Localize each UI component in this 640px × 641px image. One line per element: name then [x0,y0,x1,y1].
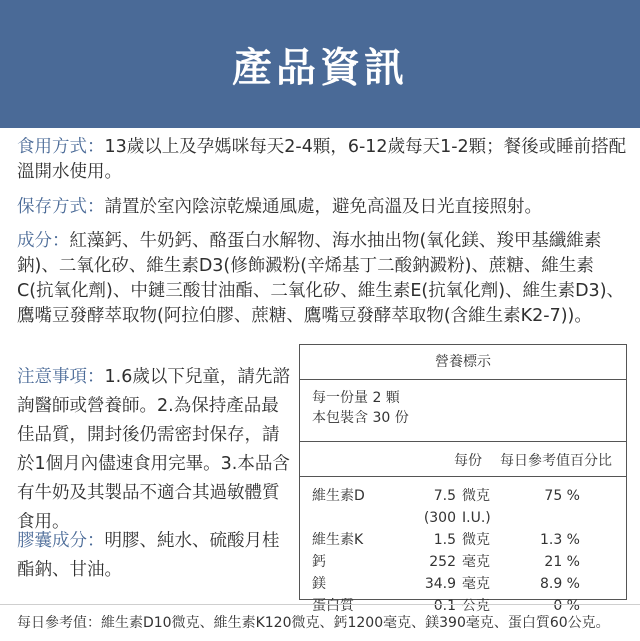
nutrient-name: 蛋白質 [312,598,354,614]
serving-size: 每一份量 2 顆 [312,390,400,406]
ingredients-label: 成分： [17,231,70,251]
nutrient-unit: 毫克 [462,554,490,570]
nutrient-name: 鎂 [312,576,326,592]
nutrient-amount: 7.5 [433,488,456,504]
nutrition-row [300,573,626,595]
storage-text: 請置於室內陰涼乾燥通風處，避免高溫及日光直接照射。 [104,197,542,217]
nutrition-column-headers [300,442,626,477]
page-title: 產品資訊 [232,44,408,91]
ingredients-text: 紅藻鈣、牛奶鈣、酪蛋白水解物、海水抽出物(氧化鎂、羧甲基纖維素鈉)、二氧化矽、維生素D3(修飾澱粉(辛烯基丁二酸鈉澱粉)、蔗糖、維生素C(抗氧化劑)、中鏈三酸甘油酯、二氧化矽、維生素E(抗氧化劑)、維生素D3)、鷹嘴豆發酵萃取物(阿拉伯膠、蔗糖、鷹嘴豆發酵萃取物(含維生素K2-7))。 [17,231,625,326]
nutrient-percent: 0 % [553,598,580,614]
nutrient-amount: 0.1 [433,598,456,614]
nutrient-amount: (300 [423,510,456,526]
nutrient-amount: 34.9 [424,576,456,592]
notes-text: 1.6歲以下兒童，請先諮詢醫師或營養師。2.為保持產品最佳品質，開封後仍需密封保存，請於1個月內儘速食用完畢。3.本品含有牛奶及其製品不適合其過敏體質食用。 [17,367,290,532]
nutrition-title: 營養標示 [300,345,626,380]
capsule-section [17,527,292,585]
nutrient-name: 維生素K [312,532,364,548]
col-per-serving: 每份 [454,453,482,469]
col-daily-value: 每日參考值百分比 [500,453,612,469]
servings-per-pack: 本包裝含 30 份 [312,410,409,426]
storage-section [17,195,629,220]
nutrient-name: 維生素D [312,488,365,504]
nutrition-row [300,507,626,529]
capsule-label: 膠囊成分： [17,531,105,551]
nutrient-amount: 1.5 [433,532,456,548]
nutrient-amount: 252 [429,554,456,570]
nutrient-percent: 75 % [544,488,580,504]
notes-section [17,363,292,537]
header-banner [0,0,640,128]
nutrient-unit: I.U.) [462,510,491,526]
nutrient-unit: 微克 [462,488,490,504]
ingredients-section [17,229,629,329]
usage-section [17,135,629,185]
usage-label: 食用方式： [17,137,105,157]
nutrient-percent: 1.3 % [539,532,580,548]
storage-label: 保存方式： [17,197,105,217]
nutrition-row [300,551,626,573]
nutrient-unit: 公克 [462,598,490,614]
nutrient-name: 鈣 [312,554,326,570]
notes-label: 注意事項： [17,367,105,387]
nutrient-percent: 8.9 % [539,576,580,592]
usage-text: 13歲以上及孕媽咪每天2-4顆，6-12歲每天1-2顆；餐後或睡前搭配溫開水使用。 [17,137,627,182]
daily-reference-footer: 每日參考值：維生素D10微克、維生素K120微克、鈣1200毫克、鎂390毫克、蛋白質60公克。 [0,604,640,640]
nutrition-facts-table [299,344,627,614]
nutrient-unit: 微克 [462,532,490,548]
capsule-text: 明膠、純水、硫酸月桂酯鈉、甘油。 [17,531,280,580]
nutrition-row [300,529,626,551]
nutrient-percent: 21 % [544,554,580,570]
serving-info [300,380,626,442]
nutrition-row [300,485,626,507]
nutrient-unit: 毫克 [462,576,490,592]
